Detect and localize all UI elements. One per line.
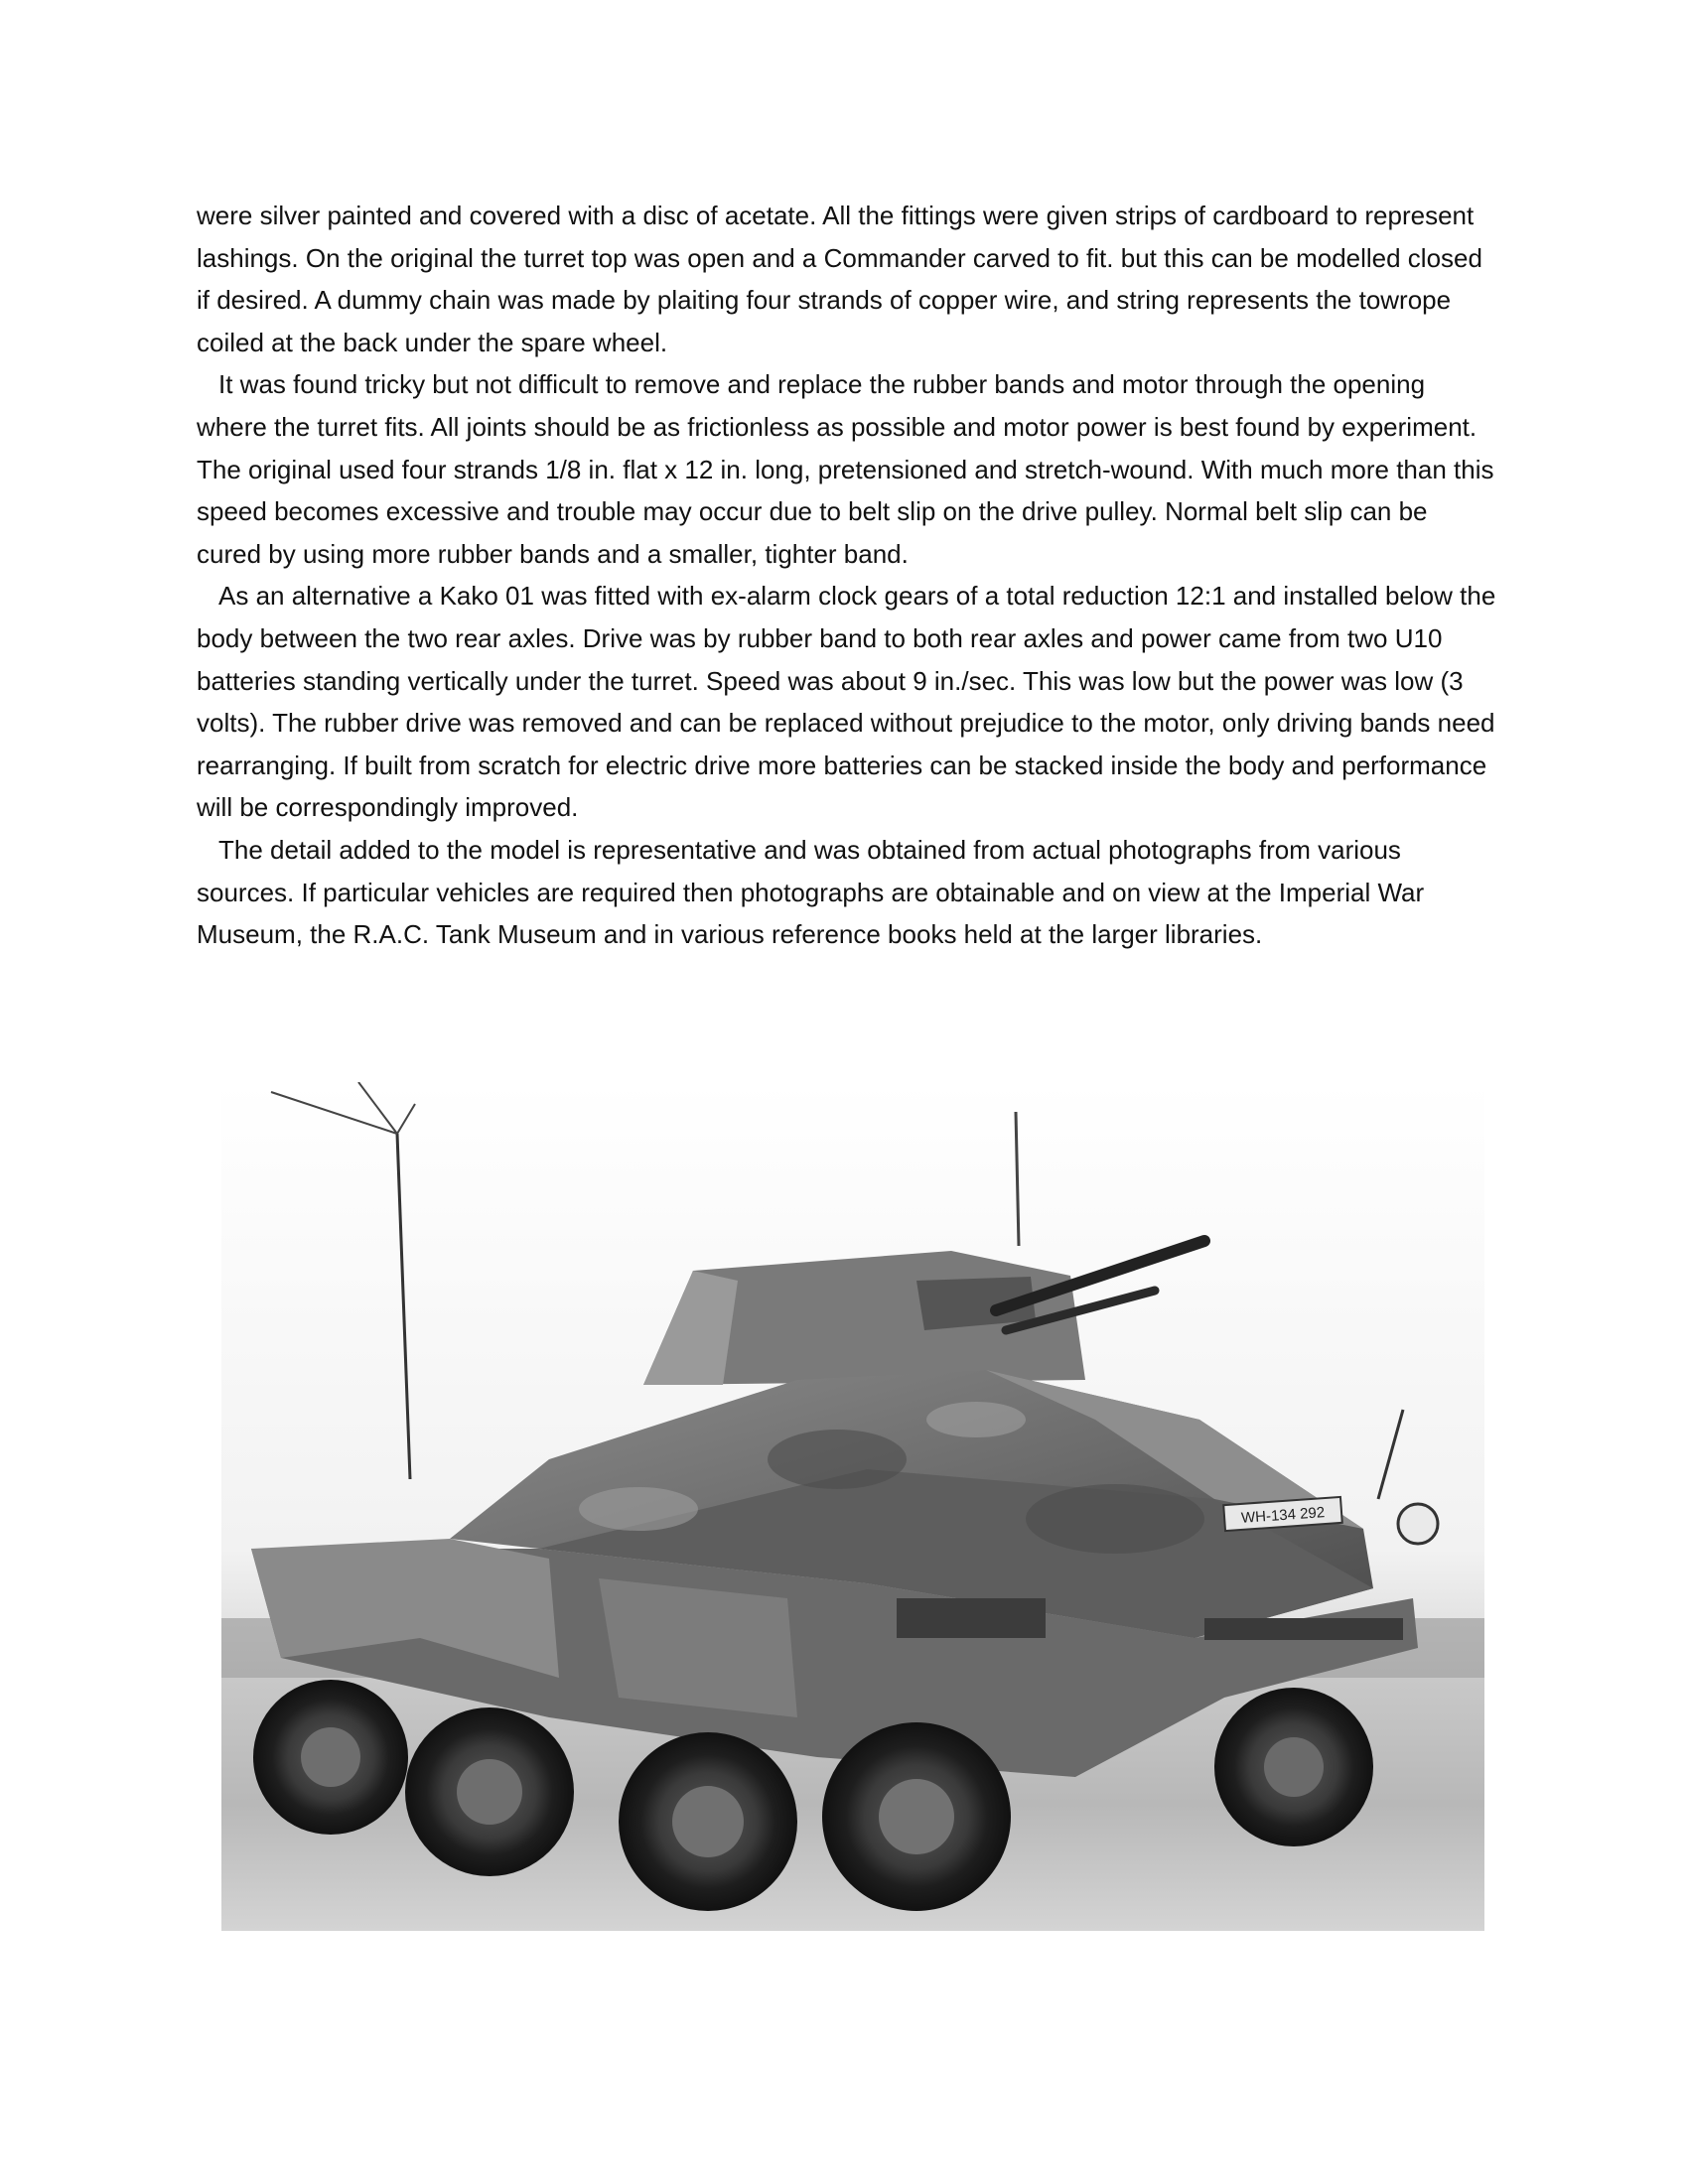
armoured-car-photo xyxy=(221,1082,1484,1931)
wheel-5 xyxy=(1214,1688,1373,1846)
paragraph-1: were silver painted and covered with a disc of acetate. All the fittings were given strips of cardboard to represent lashings. On the original the turret top was open and a Commander carved to fit. but this can be modelled closed if desired. A dummy chain was made by plaiting four strands of copper wire, and string represents the towrope coiled at the back under the spare wheel. xyxy=(197,201,1482,357)
wheel-2 xyxy=(405,1707,574,1876)
photo-drawing xyxy=(221,1082,1484,1931)
wheel-4 xyxy=(822,1722,1011,1911)
paragraph-4: The detail added to the model is representative and was obtained from actual photographs from various sources. If particular vehicles are required then photographs are obtainable and on view at the Imperial War Museum, the R.A.C. Tank Museum and in various reference books held at the larger libraries. xyxy=(197,834,1425,950)
paragraph-2: It was found tricky but not difficult to remove and replace the rubber bands and motor through the opening where the turret fits. All joints should be as frictionless as possible and motor power is best found by experiment. The original used four strands 1/8 in. flat x 12 in. long, pretensioned and stretch-wound. With much more than this speed becomes excessive and trouble may occur due to belt slip on the drive pulley. Normal belt slip can be cured by using more rubber bands and a smaller, tighter band. xyxy=(197,369,1494,569)
paragraph-3: As an alternative a Kako 01 was fitted with ex-alarm clock gears of a total reduction 12:1 and installed below the body between the two rear axles. Drive was by rubber band to both rear axles and power came from two U10 batteries standing vertically under the turret. Speed was about 9 in./sec. This was low but the power was low (3 volts). The rubber drive was removed and can be replaced without prejudice to the motor, only driving bands need rearranging. If built from scratch for electric drive more batteries can be stacked inside the body and performance will be correspondingly improved. xyxy=(197,581,1496,823)
wheel-1 xyxy=(253,1680,408,1835)
number-plate-text: WH-134 292 xyxy=(1240,1504,1326,1527)
wheel-3 xyxy=(619,1732,797,1911)
body-text xyxy=(197,195,1497,956)
